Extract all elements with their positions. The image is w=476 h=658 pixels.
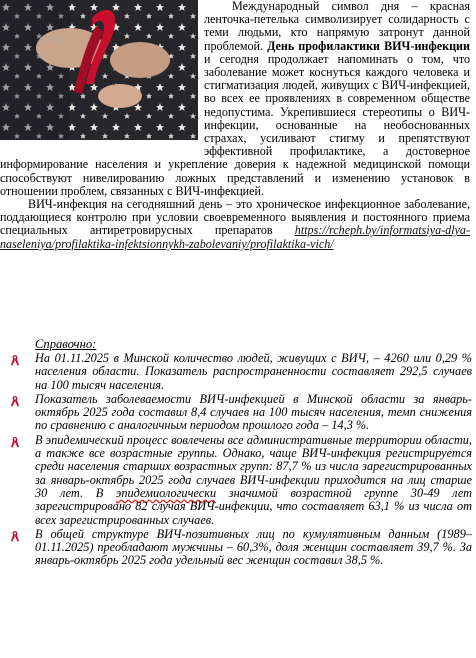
red-ribbon-photo (0, 0, 198, 140)
reference-list (0, 352, 472, 569)
red-ribbon-icon (10, 354, 20, 366)
intro-bold-phrase: День профилактики ВИЧ-инфекции (267, 38, 470, 53)
red-ribbon-icon (10, 436, 20, 448)
reference-title: Справочно: (35, 337, 97, 351)
list-item: В эпидемический процесс вовлечены все административные территории области, а также все возрастные группы. Однако, чаще ВИЧ-инфекция регистрируется среди населения старших возрастных групп: 87,7 % из числа зарегистрированных за январь-октябрь 2025 года случаев ВИЧ-инфекции приходится на лиц старше 30 лет. В эпидемиологически значимой возрастной группе 30-49 лет зарегистрировано 82 случая ВИЧ-инфекции, что составляет 63,1 % из числа от всех зарегистрированных случаев. (0, 434, 472, 527)
intro-text-b: и сегодня продолжает напоминать о том, что заболевание может коснуться каждого человека и стигматизация людей, живущих с ВИЧ-инфекцией, во всех ее проявлениях в современном обществе недопустима. Укрепившиеся стереотипы о ВИЧ-инфекции, основанные на необоснованных страхах, усиливают стигму и препятствуют эффективной профилактике, а достоверное информирование населения и укрепление доверия к надежной медицинской помощи способствуют нивелированию ложных представлений и изменению установок в отношении проблем, связанных с ВИЧ-инфекцией. (0, 51, 470, 198)
intro-p2-text: ВИЧ-инфекция на сегодняшний день – это хроническое инфекционное заболевание, поддающиеся контролю при условии своевременного выявления и постоянного приема специальных антиретровирусных препаратов (0, 197, 470, 238)
list-item: Показатель заболеваемости ВИЧ-инфекцией в Минской области за январь-октябрь 2025 года составил 8,4 случаев на 100 тысяч населения, темп снижения по сравнению с аналогичным периодом прошлого года – 14,3 %. (0, 393, 472, 433)
red-ribbon-icon (10, 395, 20, 407)
prevention-link[interactable]: https://rcheph.by/informatsiya-dlya-naseleniya/profilaktika-infektsionnykh-zabolevaniy/profilaktika-vich/ (0, 223, 470, 251)
intro-text-a: Международный символ дня – красная ленточка-петелька символизирует солидарность с теми людьми, кто напрямую затронут данной проблемой. (204, 0, 470, 53)
red-ribbon-icon (10, 530, 20, 542)
photo-illustration (0, 0, 198, 140)
list-item: На 01.11.2025 в Минской количество людей, живущих с ВИЧ, – 4260 или 0,29 % населения области. Показатель распространенности составляет 292,5 случаев на 100 тысяч населения. (0, 352, 472, 392)
list-item: В общей структуре ВИЧ-позитивных лиц по кумулятивным данным (1989–01.11.2025) преобладают мужчины – 60,3%, доля женщин составляет 39,7 %. За январь-октябрь 2025 года удельный вес женщин составил 38,5 %. (0, 528, 472, 568)
intro-paragraph-2 (0, 198, 470, 251)
